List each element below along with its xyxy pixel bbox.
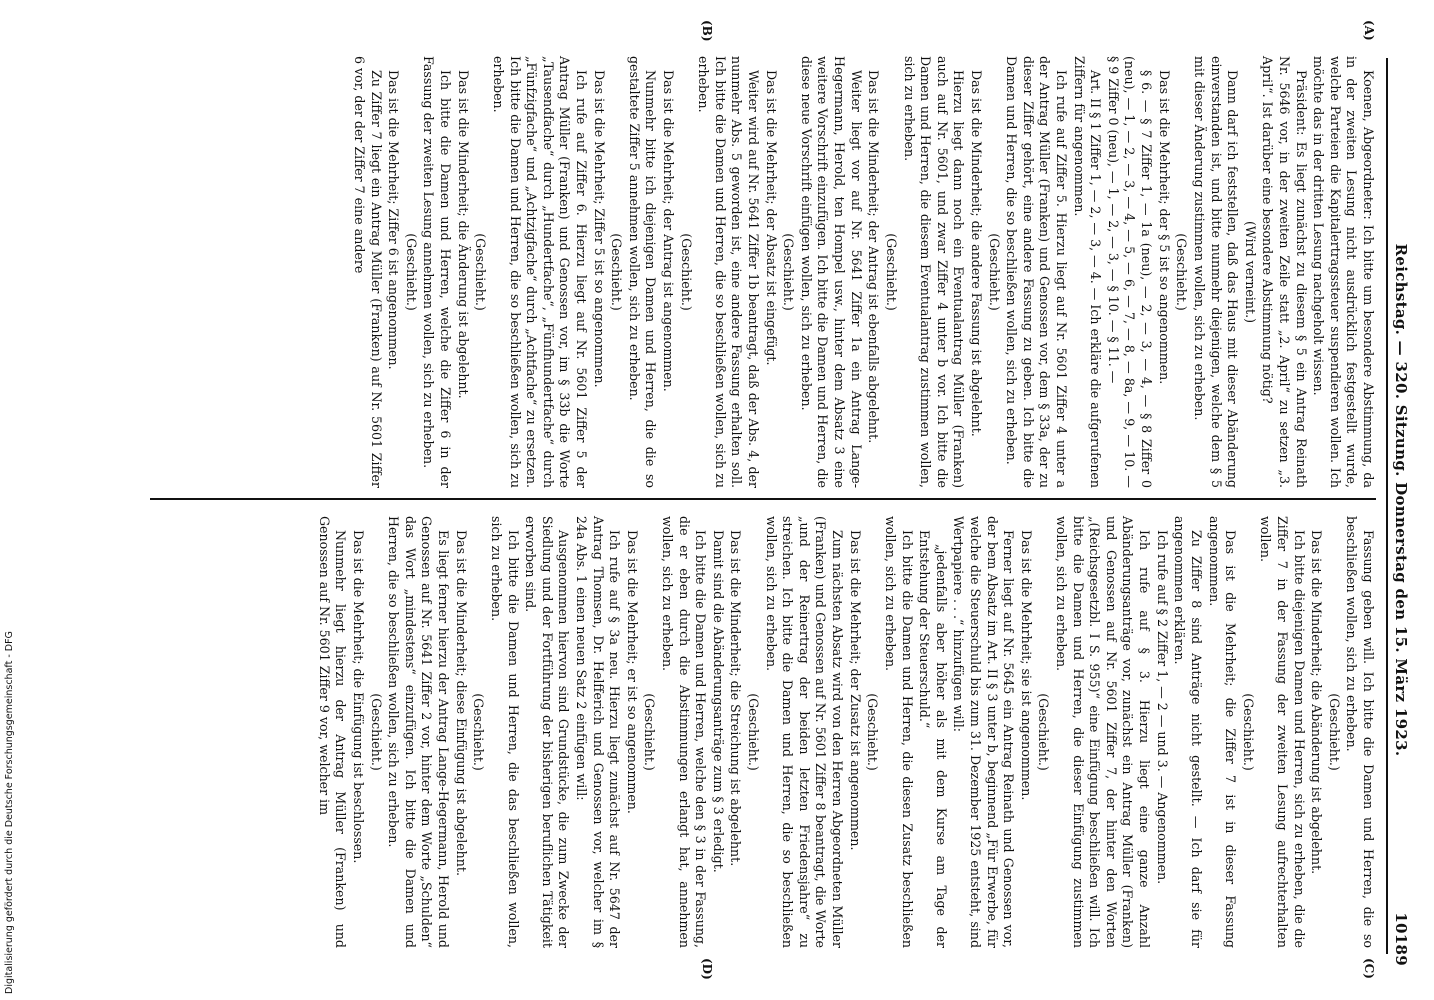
header-rule (1386, 58, 1388, 954)
left-paragraph: Das ist die Minderheit; der Antrag ist ebenfalls abgelehnt. (866, 70, 882, 444)
right-paragraph: Ausgenommen hiervon sind Grundstücke, die zum Zwecke der Siedlung und der Fortführung der bisherigen beruflichen Tätigkeit erworben sind. (523, 516, 572, 948)
right-paragraph: Ich bitte die Damen und Herren, die diesen Zusatz beschließen wollen, sich zu erheben. (882, 516, 915, 948)
left-paragraph: (Geschieht.) (781, 233, 797, 311)
left-paragraph: (Geschieht.) (473, 233, 489, 311)
left-paragraph: Weiter wird auf Nr. 5641 Ziffer 1b beantragt, daß der Abs. 4, der nunmehr Abs. 5 geworden ist, eine andere Fassung erhalten soll. Ich bitte die Damen und Herren, die so beschließen wollen, sich zu erheben. (696, 56, 762, 488)
right-paragraph: Damit sind die Abänderungsanträge zum § 3 erledigt. (710, 530, 726, 873)
right-paragraph: Ich bitte diejenigen Damen und Herren, sich zu erheben, die die Ziffer 7 in der Fassung der zweiten Lesung aufrechterhalten wollen. (1258, 516, 1307, 948)
right-paragraph: Ich bitte die Damen und Herren, welche den § 3 in der Fassung, die er eben durch die Abstimmungen erlangt hat, annehmen wollen, sich zu erheben. (660, 516, 709, 948)
margin-mark-c: (C) (1362, 958, 1376, 979)
left-paragraph: Das ist die Minderheit; die Änderung ist abgelehnt. (455, 70, 471, 399)
left-paragraph: Präsident: Es liegt zunächst zu diesem § 5 ein Antrag Reinath Nr. 5646 vor, in der zweiten Zeile statt „2. April“ zu setzen „3. April“. Ist darüber eine besondere Abstimmung nötig? (1260, 56, 1309, 488)
right-column (314, 516, 1376, 948)
left-column (349, 56, 1376, 488)
right-paragraph: Das ist die Mehrheit; er ist so angenommen. (624, 530, 640, 814)
right-paragraph: Ich rufe auf § 3a neu. Hierzu liegt zunächst auf Nr. 5647 der Antrag Thomsen, Dr. Helfferich und Genossen vor, welcher im § 24a Abs. 1 einen neuen Satz 2 einfügen will: (573, 516, 623, 948)
footer-strip (4, 604, 20, 994)
left-paragraph: Dann darf ich feststellen, daß das Haus mit dieser Abänderung einverstanden ist, und bitte nunmehr diejenigen, welche dem § 5 mit dieser Änderung zustimmen wollen, sich zu erheben. (1191, 56, 1241, 488)
page-header (1388, 34, 1416, 966)
left-paragraph: Weiter liegt vor auf Nr. 5641 Ziffer 1a ein Antrag Lange-Hegermann, Herold, ten Hompel usw., hinter dem Absatz 3 eine weitere Vorschrift einzufügen. Ich bitte die Damen und Herren, die diese neue Vorschrift einfügen wollen, sich zu erheben. (798, 56, 864, 488)
page-number: 10189 (1392, 912, 1410, 966)
left-paragraph: (Geschieht.) (678, 233, 694, 311)
right-paragraph: (Geschieht.) (642, 693, 658, 771)
left-paragraph: Das ist die Mehrheit; Ziffer 5 ist so angenommen. (591, 70, 607, 388)
right-paragraph: Das ist die Mehrheit; sie ist angenommen. (1018, 530, 1034, 801)
right-paragraph: Zu Ziffer 8 sind Anträge nicht gestellt. — Ich darf sie für angenommen erklären. (1172, 516, 1204, 948)
left-paragraph: Ich rufe auf Ziffer 6. Hierzu liegt auf Nr. 5601 Ziffer 5 der Antrag Müller (Franken) und Genossen vor, im § 33b die Worte „Tausendfache“ durch „Hundertfache“, „Fünfhundertfache“ durch „Fünfzigfache“ und „Achtzigfache“ durch „Achtfache“ zu ersetzen. Ich bitte die Damen und Herren, die so beschließen wollen, sich zu erheben. (490, 56, 589, 488)
right-paragraph: Ich rufe auf § 2 Ziffer 1, — 2 — und 3. — Angenommen. (1154, 530, 1170, 885)
margin-mark-d: (D) (700, 958, 714, 980)
left-paragraph: (Geschieht.) (986, 233, 1002, 311)
right-paragraph: Ferner liegt auf Nr. 5645 ein Antrag Reinath und Genossen vor, der bem Absatz im Art. II § 3 unter b, beginnend „Für Erwerbe, für welche die Steuerschuld bis zum 31. Dezember 1925 entsteht, sind Wertpapiere . . .“ hinzufügen will: (951, 516, 1017, 948)
left-paragraph: Nunmehr bitte ich diejenigen Damen und Herren, die die so gestaltete Ziffer 5 annehmen wollen, sich zu erheben. (626, 56, 659, 488)
left-paragraph: Das ist die Mehrheit; Ziffer 6 ist angenommen. (386, 70, 402, 370)
left-paragraph: (Geschieht.) (609, 233, 625, 311)
right-paragraph: Zum nächsten Absatz wird von den Herren Abgeordneten Müller (Franken) und Genossen auf Nr. 5601 Ziffer 8 beantragt, die Worte „und der Reinertrag der beiden letzten Friedensjahre“ zu streichen. Ich bitte die Damen und Herren, die so beschließen wollen, sich zu erheben. (763, 516, 846, 948)
right-paragraph: Ich rufe auf § 3. Hierzu liegt eine ganze Anzahl Abänderungsanträge vor, zunächst ein Antrag Müller (Franken) und Genossen auf Nr. 5601 Ziffer 7, der hinter den Worten „(Reichsgesetzbl. I S. 955)“ eine Einfügung beschließen will. Ich bitte die Damen und Herren, die dieser Einfügung zustimmen wollen, sich zu erheben. (1054, 516, 1153, 948)
right-paragraph: (Geschieht.) (746, 693, 762, 771)
left-paragraph: Koenen, Abgeordneter: Ich bitte um besondere Abstimmung, da in der zweiten Lesung nicht ausdrücklich festgestellt wurde, welche Parteien die Kapitalertragssteuer suspendieren wollen. Ich möchte das in der dritten Lesung nachgeholt wissen. (1311, 56, 1376, 488)
right-paragraph: (Geschieht.) (1240, 693, 1256, 771)
right-paragraph: (Geschieht.) (471, 693, 487, 771)
left-paragraph: Das ist die Minderheit; die andere Fassung ist abgelehnt. (968, 70, 984, 437)
left-paragraph: (Geschieht.) (403, 233, 419, 311)
right-paragraph: Das ist die Minderheit; diese Einfügung ist abgelehnt. (453, 530, 469, 876)
left-paragraph: (Geschieht.) (1174, 233, 1190, 311)
right-paragraph: (Geschieht.) (1036, 693, 1052, 771)
left-paragraph: Ich bitte die Damen und Herren, welche die Ziffer 6 in der Fassung der zweiten Lesung annehmen wollen, sich zu erheben. (421, 56, 454, 488)
right-paragraph: Das ist die Mehrheit; die Einfügung ist beschlossen. (351, 530, 367, 864)
right-paragraph: Ich bitte die Damen und Herren, die das beschließen wollen, sich zu erheben. (488, 516, 521, 948)
left-paragraph: Das ist die Mehrheit; der Antrag ist angenommen. (661, 70, 677, 392)
left-paragraph: Das ist die Mehrheit; der Absatz ist eingefügt. (763, 70, 779, 366)
column-divider (150, 498, 1376, 500)
right-paragraph: Es liegt ferner hierzu der Antrag Lange-Hegermann, Herold und Genossen auf Nr. 5641 Ziffer 2 vor, hinter dem Worte „Schulden“ das Wort „mindestens“ einzufügen. Ich bitte die Damen und Herren, die so beschließen wollen, sich zu erheben. (386, 516, 452, 948)
right-paragraph: (Geschieht.) (865, 693, 881, 771)
left-paragraph: Ich rufe auf Ziffer 5. Hierzu liegt auf Nr. 5601 Ziffer 4 unter a der Antrag Müller (Franken) und Genossen vor, dem § 33a, der zu dieser Ziffer gehört, eine andere Fassung zu geben. Ich bitte die Damen und Herren, die so beschließen wollen, sich zu erheben. (1004, 56, 1070, 488)
margin-mark-b: (B) (700, 20, 714, 42)
right-paragraph: Das ist die Minderheit; die Streichung ist abgelehnt. (728, 530, 744, 867)
left-paragraph: (Geschieht.) (883, 233, 899, 311)
header-title: Reichstag. — 320. Sitzung. Donnerstag den 15. März 1923. (1392, 243, 1410, 757)
right-paragraph: Das ist die Mehrheit; die Ziffer 7 ist in dieser Fassung angenommen. (1206, 516, 1239, 948)
left-paragraph: § 6. — § 7 Ziffer 1, — 1a (neu), — 2, — 3, — 4, — § 8 Ziffer 0 (neu), — 1, — 2, — 3, — 4, — 5, — 6, — 7, — 8, — 8a, — 9, — 10. — § 9 Ziffer 0 (neu), — 1, — 2, — 3, — § 10. — § 11. — (1105, 56, 1155, 488)
right-paragraph: „jedenfalls aber höher als mit dem Kurse am Tage der Entstehung der Steuerschuld.“ (917, 530, 949, 948)
margin-mark-a: (A) (1362, 20, 1376, 41)
right-paragraph: Fassung geben will. Ich bitte die Damen und Herren, die so beschließen wollen, sich zu erheben. (1344, 516, 1376, 948)
footer-text: Digitalisierung gefördert durch die Deutsche Forschungsgemeinschaft - DFG (4, 631, 15, 994)
right-paragraph: (Geschieht.) (368, 693, 384, 771)
left-paragraph: Zu Ziffer 7 liegt ein Antrag Müller (Franken) auf Nr. 5601 Ziffer 6 vor, der der Ziffer 7 eine andere (352, 56, 384, 488)
right-paragraph: (Geschieht.) (1326, 693, 1342, 771)
left-paragraph: Hierzu liegt dann noch ein Eventualantrag Müller (Franken) auch auf Nr. 5601, und zwar Ziffer 4 unter b vor. Ich bitte die Damen und Herren, die diesem Eventualantrag zustimmen wollen, sich zu erheben. (901, 56, 967, 488)
right-paragraph: Das ist die Minderheit; die Abänderung ist abgelehnt. (1309, 530, 1325, 875)
right-paragraph: Das ist die Mehrheit; der Zusatz ist angenommen. (847, 530, 863, 851)
left-paragraph: Art. II § 1 Ziffer 1, — 2, — 3, — 4. — Ich erkläre die aufgerufenen Ziffern für angenommen. (1071, 56, 1104, 488)
left-paragraph: (Wird verneint.) (1242, 220, 1258, 324)
left-paragraph: Das ist die Mehrheit; der § 5 ist so angenommen. (1156, 70, 1172, 385)
right-paragraph: Nunmehr liegt hierzu der Antrag Müller (Franken) und Genossen auf Nr. 5601 Ziffer 9 vor, welcher im (316, 516, 349, 948)
